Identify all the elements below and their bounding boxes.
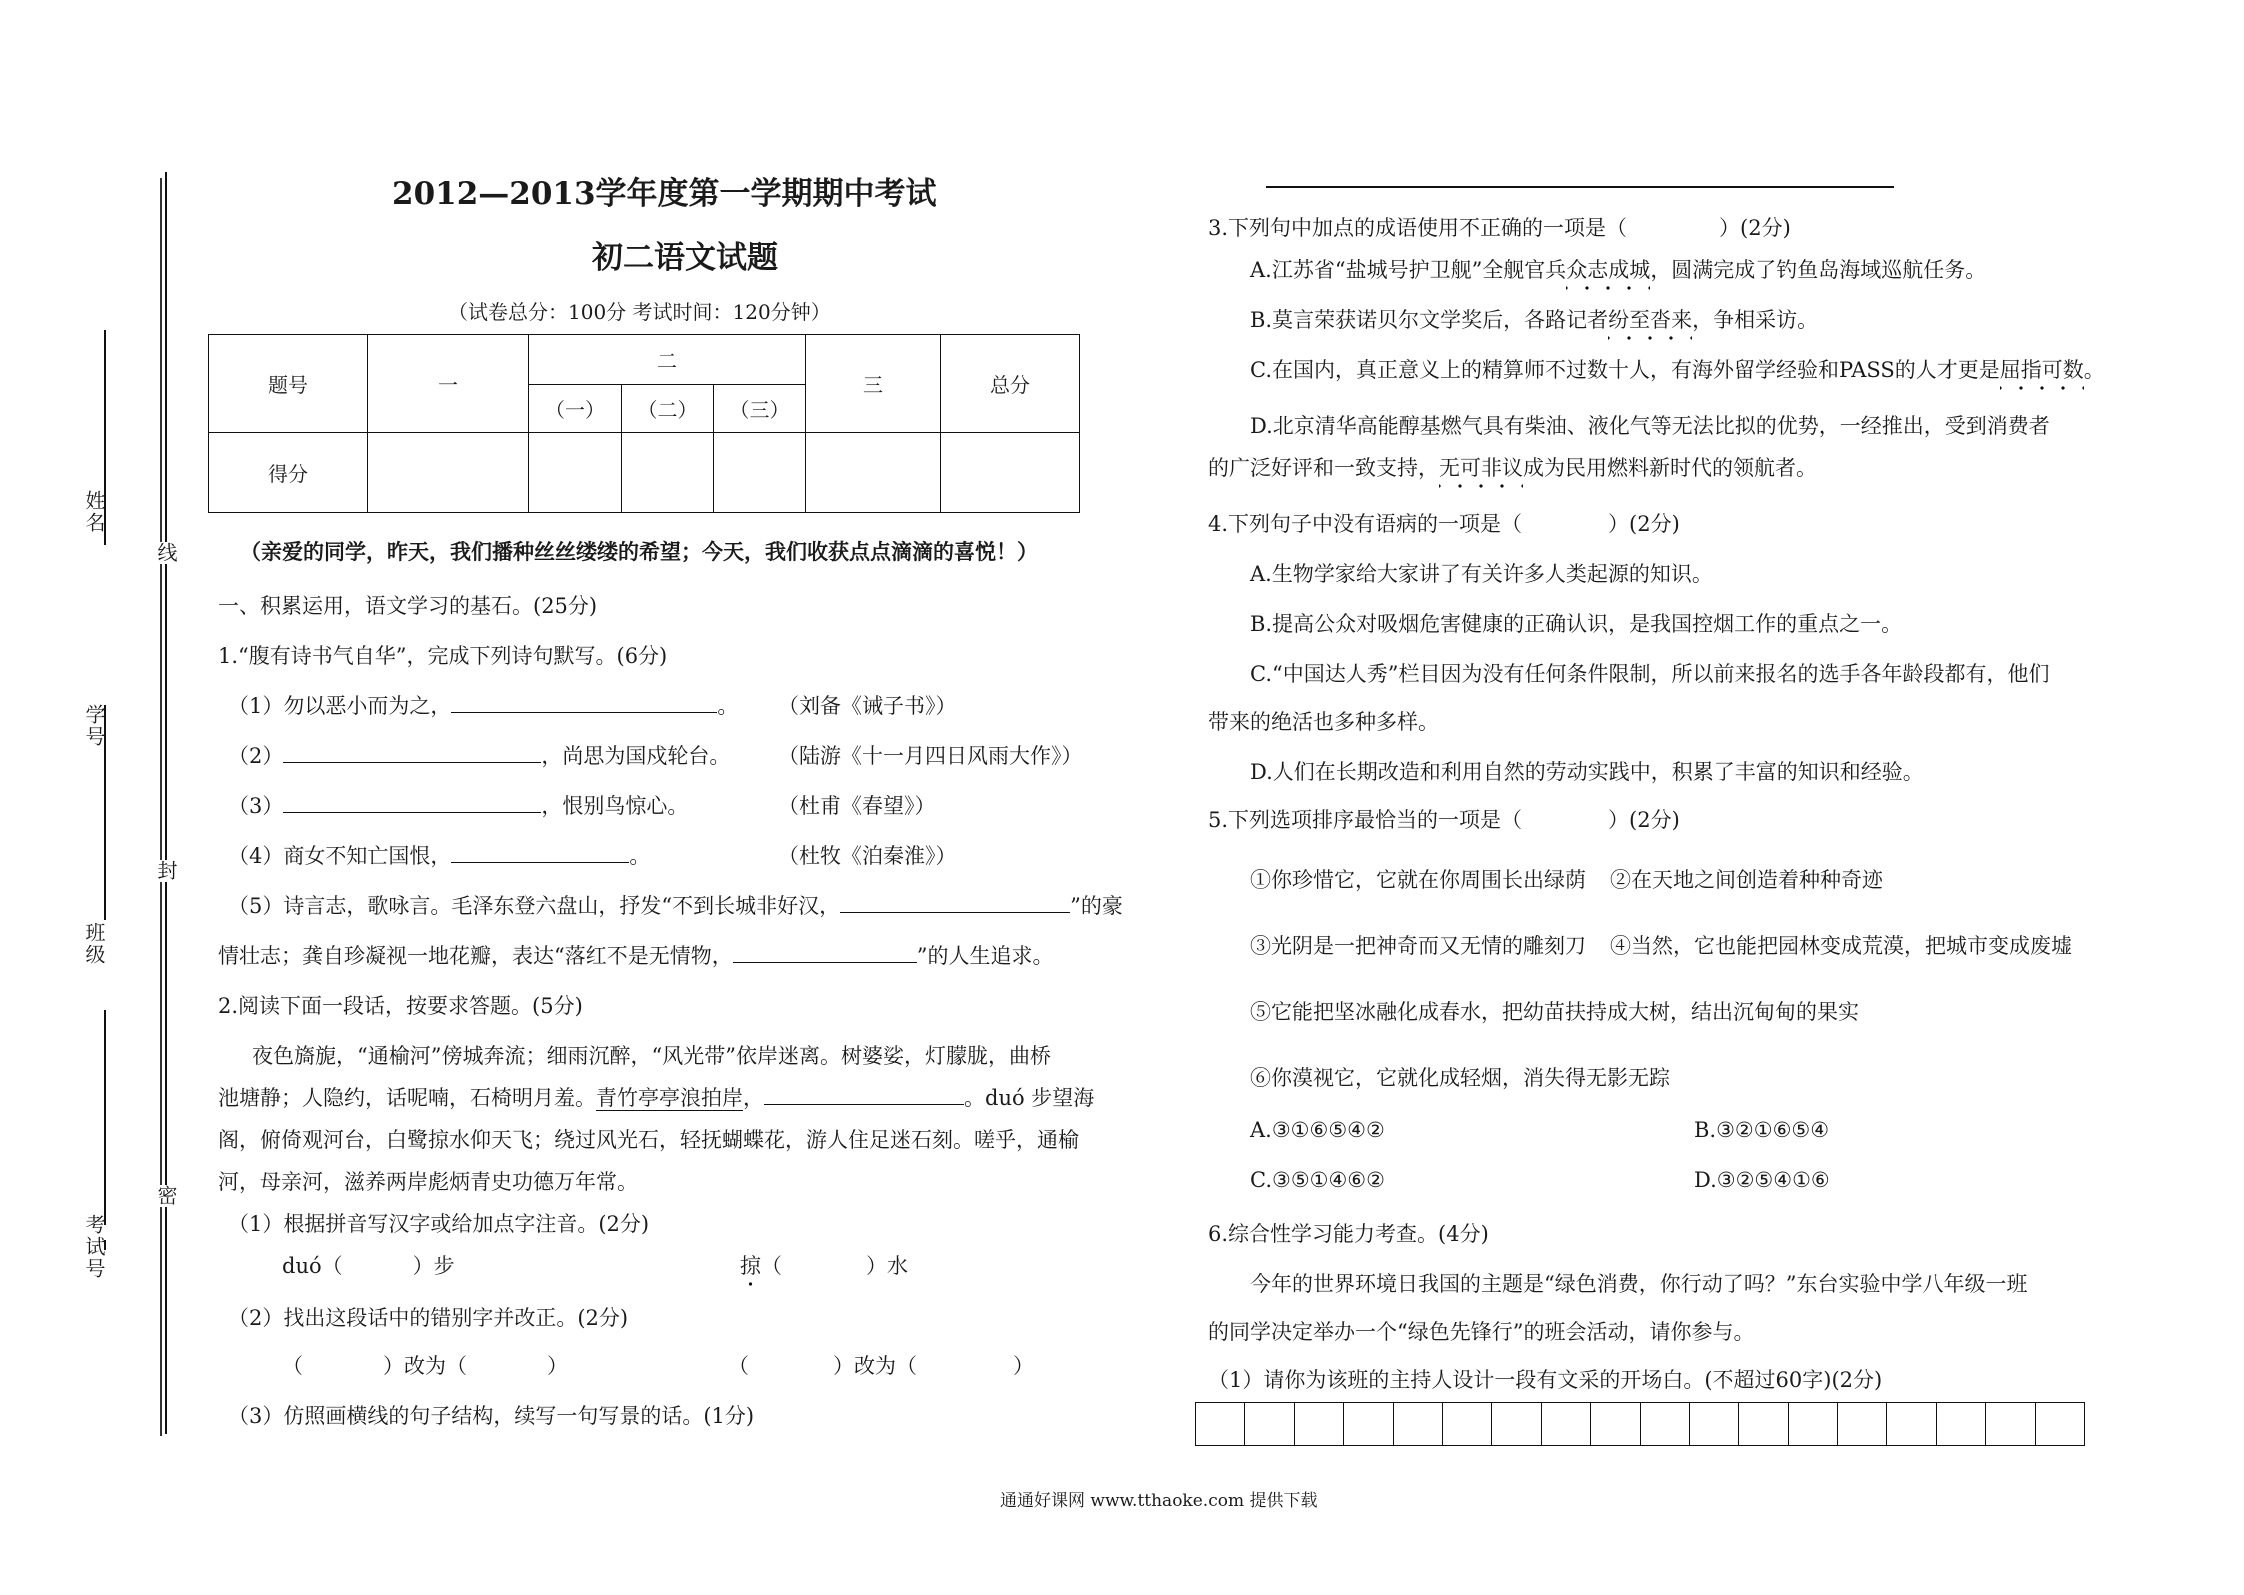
score-header-total: 总分	[941, 335, 1080, 433]
q4-option-d: D.人们在长期改造和利用自然的劳动实践中，积累了丰富的知识和经验。	[1250, 760, 1924, 784]
binding-line-outer	[160, 178, 162, 1436]
answer-blank[interactable]	[733, 962, 917, 963]
q2-stem: 2.阅读下面一段话，按要求答题。(5分)	[218, 994, 583, 1018]
q2-sub1: （1）根据拼音写汉字或给加点字注音。(2分)	[228, 1212, 650, 1236]
score-cell[interactable]	[622, 433, 714, 513]
q1-stem: 1.“腹有诗书气自华”，完成下列诗句默写。(6分)	[218, 644, 668, 668]
q1-line2-source: （陆游《十一月四日风雨大作》）	[778, 744, 1083, 768]
q5-item-6: ⑥你漠视它，它就化成轻烟，消失得无影无踪	[1250, 1066, 1670, 1090]
q4-option-c: C.“中国达人秀”栏目因为没有任何条件限制，所以前来报名的选手各年龄段都有，他们	[1250, 662, 2050, 686]
seal-mi-mark: 密	[152, 1185, 181, 1207]
answer-blank[interactable]	[764, 1104, 964, 1105]
exam-title: 2012—2013学年度第一学期期中考试	[392, 176, 937, 212]
q6-stem: 6.综合性学习能力考查。(4分)	[1208, 1222, 1489, 1246]
id-label: 学号	[82, 704, 106, 748]
answer-box[interactable]	[1394, 1402, 1443, 1446]
score-header-three: 三	[806, 335, 941, 433]
class-field-line	[104, 1010, 106, 1225]
answer-box[interactable]	[1887, 1402, 1936, 1446]
answer-box[interactable]	[1690, 1402, 1739, 1446]
answer-box[interactable]	[1542, 1402, 1591, 1446]
score-sub-3: （三）	[714, 385, 806, 433]
score-cell[interactable]	[368, 433, 529, 513]
q3-option-b: B.莫言荣获诺贝尔文学奖后，各路记者纷至沓来，争相采访。	[1250, 304, 1818, 334]
q3-option-c: C.在国内，真正意义上的精算师不过数十人，有海外留学经验和PASS的人才更是屈指可数。	[1250, 354, 2105, 384]
answer-blank[interactable]	[283, 762, 541, 763]
q5-stem: 5.下列选项排序最恰当的一项是（ ）(2分)	[1208, 808, 1680, 832]
q1-line4: （4）商女不知亡国恨， 。	[228, 844, 651, 868]
q5-option-d: D.③②⑤④①⑥	[1694, 1168, 1830, 1192]
q5-item-4: ④当然，它也能把园林变成荒漠，把城市变成废墟	[1610, 934, 2072, 958]
answer-blank[interactable]	[451, 712, 717, 713]
exam-subtitle: 初二语文试题	[592, 240, 778, 276]
q1-line2: （2） ，尚思为国戍轮台。	[228, 744, 731, 768]
q3-option-d: D.北京清华高能醇基燃气具有柴油、液化气等无法比拟的优势，一经推出，受到消费者	[1250, 414, 2050, 438]
q5-option-c: C.③⑤①④⑥②	[1250, 1168, 1385, 1192]
q1-line5b: 情壮志；龚自珍凝视一地花瓣，表达“落红不是无情物， ”的人生追求。	[218, 944, 1054, 968]
score-cell[interactable]	[806, 433, 941, 513]
q4-option-c-2: 带来的绝活也多种多样。	[1208, 710, 1439, 734]
score-sub-2: （二）	[622, 385, 714, 433]
q4-option-b: B.提高公众对吸烟危害健康的正确认识，是我国控烟工作的重点之一。	[1250, 612, 1903, 636]
q5-item-1: ①你珍惜它，它就在你周围长出绿荫	[1250, 868, 1586, 892]
score-cell[interactable]	[529, 433, 622, 513]
score-header-two: 二	[529, 335, 806, 385]
q1-line1: （1）勿以恶小而为之， 。	[228, 694, 739, 718]
q6-sub1: （1）请你为该班的主持人设计一段有文采的开场白。(不超过60字)(2分)	[1208, 1368, 1883, 1392]
score-cell[interactable]	[941, 433, 1080, 513]
q5-option-a: A.③①⑥⑤④②	[1250, 1118, 1385, 1142]
q2-sub2: （2）找出这段话中的错别字并改正。(2分)	[228, 1306, 629, 1330]
answer-box-grid[interactable]	[1195, 1402, 2085, 1446]
q2-passage-2: 池塘静；人隐约，话呢喃，石椅明月羞。青竹亭亭浪拍岸， 。duó 步望海	[218, 1086, 1095, 1110]
motto: （亲爱的同学，昨天，我们播种丝丝缕缕的希望；今天，我们收获点点滴滴的喜悦！）	[240, 539, 1038, 564]
q4-option-a: A.生物学家给大家讲了有关许多人类起源的知识。	[1250, 562, 1713, 586]
q5-option-b: B.③②①⑥⑤④	[1694, 1118, 1830, 1142]
score-cell[interactable]	[714, 433, 806, 513]
q2-passage-3: 阁，俯倚观河台，白鹭掠水仰天飞；绕过风光石，轻抚蝴蝶花，游人住足迷石刻。嗟乎，通榆	[218, 1128, 1079, 1152]
exam-info: （试卷总分：100分 考试时间：120分钟）	[448, 300, 831, 324]
answer-box[interactable]	[1641, 1402, 1690, 1446]
answer-box[interactable]	[1937, 1402, 1986, 1446]
continuation-line	[1266, 186, 1894, 188]
q5-item-5: ⑤它能把坚冰融化成春水，把幼苗扶持成大树，结出沉甸甸的果实	[1250, 1000, 1859, 1024]
answer-box[interactable]	[1838, 1402, 1887, 1446]
q1-line1-source: （刘备《诫子书》）	[778, 694, 957, 718]
q1-line4-source: （杜牧《泊秦淮》）	[778, 844, 957, 868]
q5-item-2: ②在天地之间创造着种种奇迹	[1610, 868, 1883, 892]
q2-passage-1: 夜色旖旎，“通榆河”傍城奔流；细雨沉醉，“风光带”依岸迷离。树婆娑，灯朦胧，曲桥	[252, 1044, 1051, 1068]
q6-para-2: 的同学决定举办一个“绿色先锋行”的班会活动，请你参与。	[1208, 1320, 1755, 1344]
answer-box[interactable]	[2036, 1402, 2085, 1446]
q2-sub3: （3）仿照画横线的句子结构，续写一句写景的话。(1分)	[228, 1404, 755, 1428]
q3-option-d-2: 的广泛好评和一致支持，无可非议成为民用燃料新时代的领航者。	[1208, 452, 1817, 482]
answer-blank[interactable]	[451, 862, 629, 863]
answer-blank[interactable]	[840, 912, 1070, 913]
answer-box[interactable]	[1245, 1402, 1294, 1446]
name-label: 姓名	[82, 490, 106, 534]
seal-feng-mark: 封	[152, 860, 181, 882]
answer-blank[interactable]	[283, 812, 541, 813]
score-table	[208, 334, 1080, 513]
q5-item-3: ③光阴是一把神奇而又无情的雕刻刀	[1250, 934, 1586, 958]
score-row-defen: 得分	[209, 433, 368, 513]
answer-box[interactable]	[1986, 1402, 2035, 1446]
exam-no-label: 考试号	[82, 1214, 106, 1280]
answer-box[interactable]	[1295, 1402, 1344, 1446]
answer-box[interactable]	[1492, 1402, 1541, 1446]
q4-stem: 4.下列句子中没有语病的一项是（ ）(2分)	[1208, 512, 1680, 536]
q3-stem: 3.下列句中加点的成语使用不正确的一项是（ ）(2分)	[1208, 216, 1791, 240]
answer-box[interactable]	[1196, 1402, 1245, 1446]
answer-box[interactable]	[1739, 1402, 1788, 1446]
q3-option-a: A.江苏省“盐城号护卫舰”全舰官兵众志成城，圆满完成了钓鱼岛海域巡航任务。	[1250, 254, 1986, 284]
q2-sub1-answers-2: 掠（ ）水	[740, 1250, 908, 1280]
answer-box[interactable]	[1591, 1402, 1640, 1446]
q1-line3-source: （杜甫《春望》）	[778, 794, 936, 818]
q6-para-1: 今年的世界环境日我国的主题是“绿色消费，你行动了吗？”东台实验中学八年级一班	[1250, 1272, 2028, 1296]
q1-line5: （5）诗言志，歌咏言。毛泽东登六盘山，抒发“不到长城非好汉， ”的豪	[228, 894, 1123, 918]
answer-box[interactable]	[1789, 1402, 1838, 1446]
binding-line-inner	[165, 172, 167, 1434]
answer-box[interactable]	[1344, 1402, 1393, 1446]
score-header-tihao: 题号	[209, 335, 368, 433]
part1-heading: 一、积累运用，语文学习的基石。(25分)	[218, 594, 598, 618]
footer-credit: 通通好课网 www.tthaoke.com 提供下载	[1000, 1491, 1318, 1511]
score-sub-1: （一）	[529, 385, 622, 433]
score-header-one: 一	[368, 335, 529, 433]
seal-line-mark: 线	[152, 542, 181, 564]
q1-line3: （3） ，恨别鸟惊心。	[228, 794, 689, 818]
answer-box[interactable]	[1443, 1402, 1492, 1446]
class-label: 班级	[82, 922, 106, 966]
q2-sub1-answers: duó（ ）步	[282, 1254, 455, 1278]
q2-sub2-answers-2: （ ）改为（ ）	[728, 1354, 1034, 1378]
q2-passage-4: 河，母亲河，滋养两岸彪炳青史功德万年常。	[218, 1170, 638, 1194]
q2-sub2-answers: （ ）改为（ ）	[282, 1354, 568, 1378]
